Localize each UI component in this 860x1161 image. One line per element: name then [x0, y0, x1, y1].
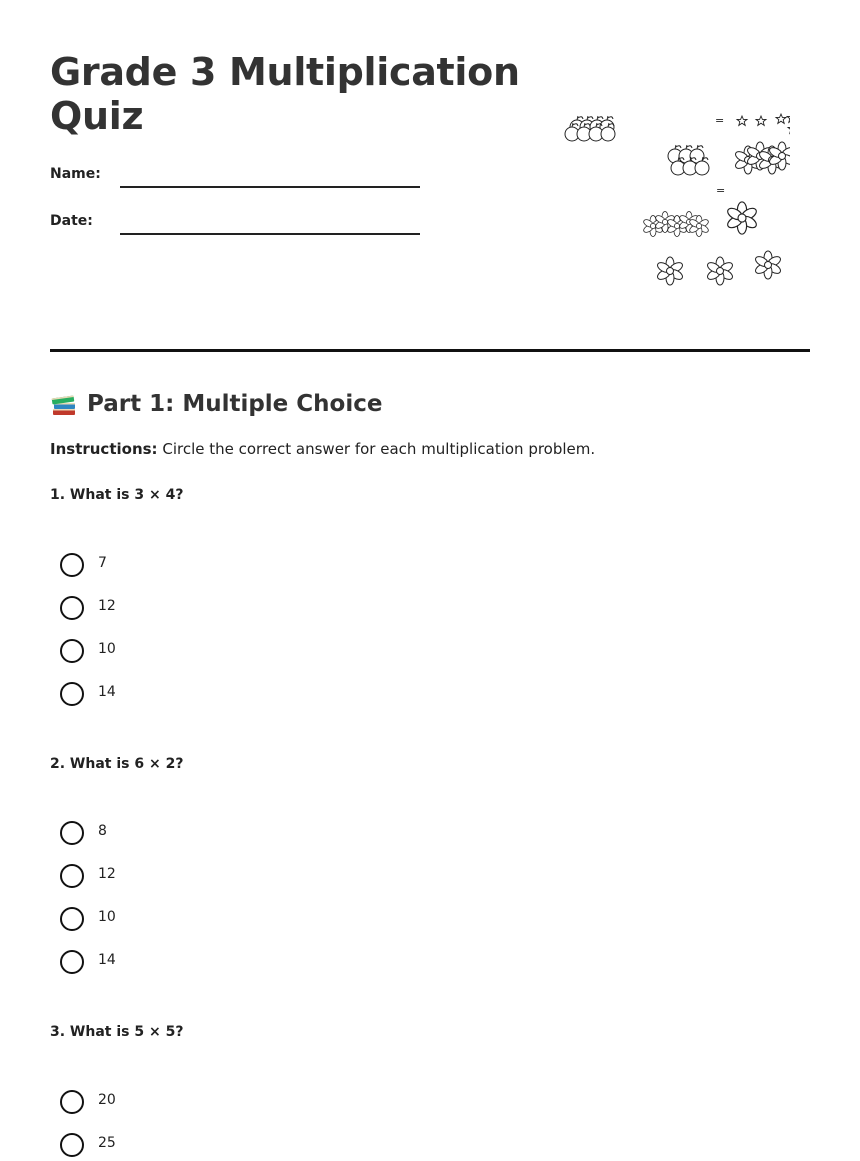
radio-circle[interactable]: [60, 682, 84, 706]
option-label: 25: [98, 1135, 116, 1151]
section-title-text: Part 1: Multiple Choice: [87, 391, 383, 417]
q2-option-4[interactable]: [60, 950, 260, 976]
option-label: 10: [98, 909, 116, 925]
flower-large: [726, 202, 758, 234]
name-field: [50, 166, 430, 192]
radio-circle[interactable]: [60, 864, 84, 888]
quiz-page: [50, 0, 810, 1161]
apple-group-1: [565, 116, 615, 141]
page-title: Grade 3 Multiplication Quiz: [50, 50, 520, 138]
q1-option-2[interactable]: [60, 596, 260, 622]
date-line[interactable]: [120, 233, 420, 235]
section-title: [50, 388, 382, 420]
question-2: 2. What is 6 × 2?: [50, 756, 184, 772]
question-1: 1. What is 3 × 4?: [50, 487, 184, 503]
q2-option-3[interactable]: [60, 907, 260, 933]
header-divider: [50, 349, 810, 352]
q2-option-1[interactable]: [60, 821, 260, 847]
multiplication-illustration: [560, 108, 790, 298]
option-label: 14: [98, 684, 116, 700]
radio-circle[interactable]: [60, 1133, 84, 1157]
q2-option-2[interactable]: [60, 864, 260, 890]
radio-circle[interactable]: [60, 1090, 84, 1114]
flower-group-3: [656, 251, 782, 285]
apple-group-2: [668, 145, 709, 175]
radio-circle[interactable]: [60, 950, 84, 974]
option-label: 12: [98, 866, 116, 882]
q1-option-1[interactable]: [60, 553, 260, 579]
q1-option-4[interactable]: [60, 682, 260, 708]
name-line[interactable]: [120, 186, 420, 188]
date-label: Date:: [50, 213, 93, 229]
radio-circle[interactable]: [60, 553, 84, 577]
flower-group-1: [734, 142, 790, 174]
name-label: Name:: [50, 166, 101, 182]
question-3: 3. What is 5 × 5?: [50, 1024, 184, 1040]
option-label: 14: [98, 952, 116, 968]
option-label: 12: [98, 598, 116, 614]
flower-group-2: [642, 212, 709, 237]
instructions: [50, 440, 595, 458]
equals-sign-2: =: [716, 184, 726, 197]
radio-circle[interactable]: [60, 907, 84, 931]
star-group: [737, 113, 790, 133]
option-label: 7: [98, 555, 107, 571]
radio-circle[interactable]: [60, 821, 84, 845]
q3-option-2[interactable]: [60, 1133, 260, 1159]
option-label: 8: [98, 823, 107, 839]
equals-sign-1: =: [715, 114, 725, 127]
radio-circle[interactable]: [60, 639, 84, 663]
option-label: 20: [98, 1092, 116, 1108]
books-icon: [50, 390, 78, 418]
q3-option-1[interactable]: [60, 1090, 260, 1116]
instructions-label: Instructions:: [50, 440, 158, 458]
q1-option-3[interactable]: [60, 639, 260, 665]
option-label: 10: [98, 641, 116, 657]
date-field: [50, 213, 430, 239]
radio-circle[interactable]: [60, 596, 84, 620]
instructions-text: Circle the correct answer for each multiplication problem.: [162, 440, 596, 458]
